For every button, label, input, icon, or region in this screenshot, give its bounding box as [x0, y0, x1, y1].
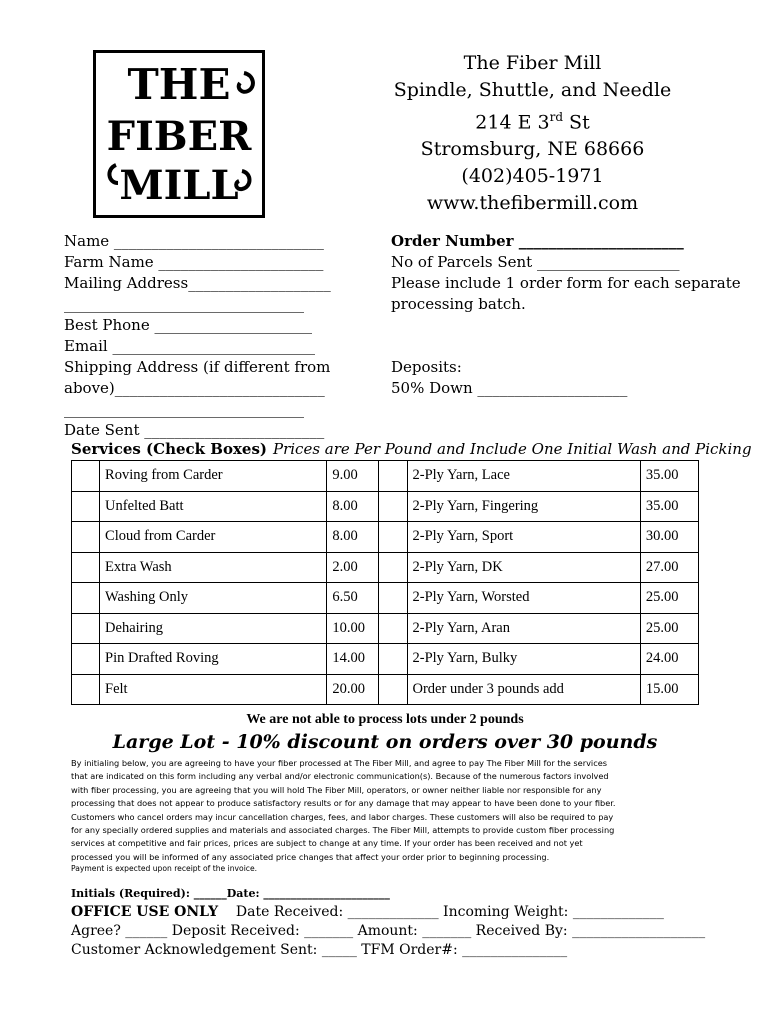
services-subtitle: Prices are Per Pound and Include One Initial Wash and Picking	[272, 440, 752, 458]
mill-tagline: Spindle, Shuttle, and Needle	[393, 79, 672, 101]
service-name-left: Pin Drafted Roving	[100, 644, 327, 675]
service-price-left: 14.00	[327, 644, 379, 675]
terms-line: processing that does not appear to produce satisfactory results or for any damage that may appear to have been done to your fiber.	[71, 798, 616, 809]
initials-date-field[interactable]: Initials (Required): ______Date: _______________________	[71, 887, 390, 900]
mill-phone: (402)405-1971	[461, 165, 604, 188]
terms-line: By initialing below, you are agreeing to have your fiber processed at The Fiber Mill, and agree to pay The Fiber Mill for the services	[71, 758, 607, 768]
name-field[interactable]: Name ____________________________	[64, 232, 324, 250]
large-lot-discount: Large Lot - 10% discount on orders over 30 pounds	[112, 731, 658, 753]
shipping-address-line2[interactable]: ________________________________	[64, 400, 304, 418]
shipping-address-label: Shipping Address (if different from	[64, 358, 331, 376]
email-field[interactable]: Email ___________________________	[64, 337, 315, 355]
date-received-weight-fields[interactable]: Date Received: _____________ Incoming Weight: _____________	[235, 904, 664, 920]
service-name-right: 2-Ply Yarn, Bulky	[407, 644, 640, 675]
parcels-sent-field[interactable]: No of Parcels Sent ___________________	[391, 253, 680, 271]
service-row	[72, 583, 699, 614]
service-name-left: Roving from Carder	[100, 461, 327, 492]
service-row	[72, 522, 699, 553]
service-price-right: 35.00	[640, 461, 698, 492]
service-checkbox-right[interactable]	[379, 583, 407, 614]
office-use-title: OFFICE USE ONLY	[71, 904, 219, 920]
service-name-left: Extra Wash	[100, 552, 327, 583]
service-name-right: 2-Ply Yarn, Sport	[407, 522, 640, 553]
service-checkbox-left[interactable]	[72, 644, 100, 675]
logo-line-3: MILL	[119, 162, 239, 209]
service-price-right: 27.00	[640, 552, 698, 583]
office-use-line3[interactable]: Customer Acknowledgement Sent: _____ TFM Order#: _______________	[71, 942, 568, 958]
service-price-right: 15.00	[640, 674, 698, 705]
terms-line: with fiber processing, you are agreeing that you will hold The Fiber Mill, operators, or owner neither liable nor responsible for any	[71, 784, 602, 795]
services-heading	[71, 440, 752, 458]
service-price-right: 35.00	[640, 491, 698, 522]
service-name-right: Order under 3 pounds add	[407, 674, 640, 705]
service-checkbox-right[interactable]	[379, 674, 407, 705]
minimum-lot-note: We are not able to process lots under 2 pounds	[246, 712, 524, 727]
services-title: Services (Check Boxes)	[71, 440, 267, 458]
mill-street	[380, 104, 685, 136]
service-price-left: 8.00	[327, 491, 379, 522]
service-price-left: 2.00	[327, 552, 379, 583]
service-price-left: 6.50	[327, 583, 379, 614]
order-number-field[interactable]: Order Number ______________________	[391, 232, 684, 250]
fiber-mill-logo	[93, 50, 265, 218]
service-name-right: 2-Ply Yarn, Aran	[407, 613, 640, 644]
service-name-right: 2-Ply Yarn, Lace	[407, 461, 640, 492]
service-name-left: Felt	[100, 674, 327, 705]
service-row	[72, 491, 699, 522]
terms-line: Customers who cancel orders may incur cancellation charges, fees, and labor charges. These customers will also be required to pay	[71, 811, 614, 822]
terms-line: for any specially ordered supplies and materials and associated charges. The Fiber Mill, attempts to provide custom fiber processing	[71, 825, 615, 836]
service-row	[72, 461, 699, 492]
service-name-right: 2-Ply Yarn, DK	[407, 552, 640, 583]
service-checkbox-left[interactable]	[72, 674, 100, 705]
mailing-address-field[interactable]: Mailing Address___________________	[64, 274, 331, 292]
mill-name: The Fiber Mill	[463, 52, 602, 74]
service-row	[72, 613, 699, 644]
service-name-right: 2-Ply Yarn, Worsted	[407, 583, 640, 614]
service-row	[72, 552, 699, 583]
logo-line-1: THE	[127, 60, 231, 109]
service-name-left: Cloud from Carder	[100, 522, 327, 553]
mill-website[interactable]: www.thefibermill.com	[426, 192, 639, 215]
service-checkbox-left[interactable]	[72, 613, 100, 644]
best-phone-field[interactable]: Best Phone _____________________	[64, 316, 312, 334]
terms-paragraph	[71, 757, 711, 864]
service-checkbox-right[interactable]	[379, 491, 407, 522]
service-row	[72, 674, 699, 705]
terms-line: services at competitive and fair prices, prices are subject to change at any time. If your order has been received and not yet	[71, 838, 583, 849]
street-suffix-sup: rd	[549, 110, 564, 124]
farm-name-field[interactable]: Farm Name ______________________	[64, 253, 324, 271]
service-price-right: 25.00	[640, 613, 698, 644]
down-payment-field[interactable]: 50% Down ____________________	[391, 379, 628, 397]
batch-note-line1: Please include 1 order form for each separate	[391, 274, 741, 292]
service-checkbox-right[interactable]	[379, 461, 407, 492]
service-price-left: 20.00	[327, 674, 379, 705]
service-checkbox-left[interactable]	[72, 583, 100, 614]
service-price-left: 8.00	[327, 522, 379, 553]
service-name-left: Dehairing	[100, 613, 327, 644]
service-price-right: 25.00	[640, 583, 698, 614]
service-checkbox-right[interactable]	[379, 644, 407, 675]
services-table	[71, 460, 699, 705]
service-name-left: Unfelted Batt	[100, 491, 327, 522]
service-name-right: 2-Ply Yarn, Fingering	[407, 491, 640, 522]
service-row	[72, 644, 699, 675]
mailing-address-line2[interactable]: ________________________________	[64, 295, 304, 313]
mill-contact-block	[380, 50, 685, 217]
service-checkbox-left[interactable]	[72, 552, 100, 583]
street-type: St	[563, 111, 590, 134]
deposits-label: Deposits:	[391, 358, 462, 376]
logo-line-2: FIBER	[106, 113, 252, 160]
service-price-right: 24.00	[640, 644, 698, 675]
shipping-address-field[interactable]: above)____________________________	[64, 379, 325, 397]
terms-line: processed you will be informed of any associated price changes that affect your order prior to beginning processing.	[71, 851, 550, 862]
service-checkbox-left[interactable]	[72, 491, 100, 522]
date-sent-field[interactable]: Date Sent ________________________	[64, 421, 325, 439]
service-price-right: 30.00	[640, 522, 698, 553]
service-checkbox-right[interactable]	[379, 552, 407, 583]
office-use-line2[interactable]: Agree? ______ Deposit Received: _______ Amount: _______ Received By: ___________________	[71, 923, 706, 939]
payment-note: Payment is expected upon receipt of the invoice.	[71, 864, 258, 873]
service-checkbox-right[interactable]	[379, 613, 407, 644]
service-name-left: Washing Only	[100, 583, 327, 614]
terms-line: that are indicated on this form including any verbal and/or electronic communication(s). Because of the numerous factors involved	[71, 771, 609, 782]
mill-city: Stromsburg, NE 68666	[420, 138, 645, 161]
batch-note-line2: processing batch.	[391, 295, 526, 313]
logo-lettering-icon	[96, 53, 262, 215]
service-price-left: 9.00	[327, 461, 379, 492]
service-price-left: 10.00	[327, 613, 379, 644]
service-checkbox-right[interactable]	[379, 522, 407, 553]
service-checkbox-left[interactable]	[72, 522, 100, 553]
service-checkbox-left[interactable]	[72, 461, 100, 492]
office-use-line1	[71, 904, 664, 920]
street-number: 214 E 3	[475, 111, 550, 134]
